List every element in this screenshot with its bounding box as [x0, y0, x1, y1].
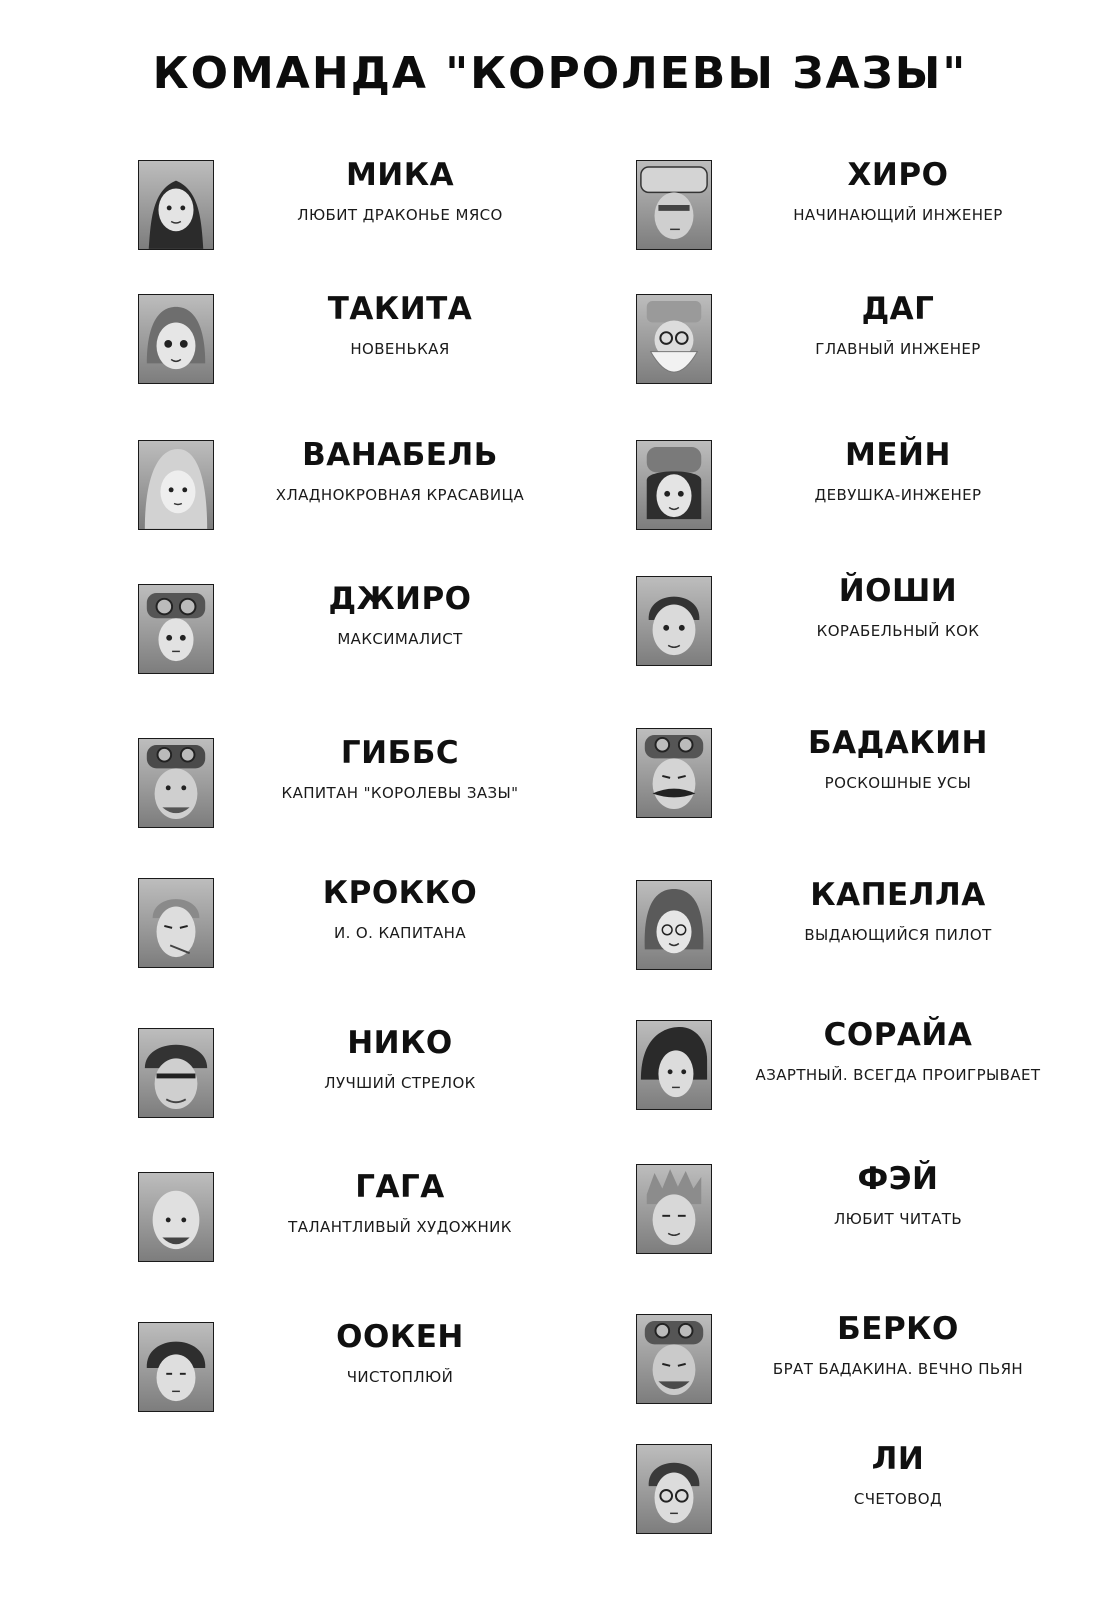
member-card — [30, 734, 550, 834]
member-card — [30, 436, 550, 536]
portrait-image — [138, 160, 214, 250]
portrait-image — [636, 1444, 712, 1534]
member-name: ДАГ — [861, 291, 935, 327]
face-icon — [139, 1323, 213, 1411]
member-card — [528, 572, 1048, 672]
member-name: КАПЕЛЛА — [810, 877, 986, 913]
member-description: НОВЕНЬКАЯ — [350, 340, 450, 358]
member-description: ВЫДАЮЩИЙСЯ ПИЛОТ — [804, 926, 992, 944]
member-card — [528, 1016, 1048, 1116]
member-description: АЗАРТНЫЙ. ВСЕГДА ПРОИГРЫВАЕТ — [755, 1066, 1041, 1084]
face-icon — [139, 879, 213, 967]
face-icon — [637, 1021, 711, 1109]
member-description: КОРАБЕЛЬНЫЙ КОК — [816, 622, 980, 640]
member-description: МАКСИМАЛИСТ — [337, 630, 463, 648]
member-description: ДЕВУШКА-ИНЖЕНЕР — [814, 486, 982, 504]
portrait-image — [138, 878, 214, 968]
member-description: ТАЛАНТЛИВЫЙ ХУДОЖНИК — [288, 1218, 512, 1236]
member-description: ЛЮБИТ ДРАКОНЬЕ МЯСО — [297, 206, 503, 224]
member-name: ГАГА — [355, 1169, 445, 1205]
member-name: БАДАКИН — [808, 725, 988, 761]
portrait-image — [138, 738, 214, 828]
face-icon — [637, 577, 711, 665]
right-column — [528, 0, 1048, 1600]
member-card — [528, 290, 1048, 390]
member-name: ГИББС — [340, 735, 460, 771]
member-name: КРОККО — [322, 875, 478, 911]
face-icon — [139, 585, 213, 673]
page-title: КОМАНДА "КОРОЛЕВЫ ЗАЗЫ" — [152, 48, 968, 99]
face-icon — [637, 441, 711, 529]
member-description: РОСКОШНЫЕ УСЫ — [824, 774, 972, 792]
member-card — [30, 1024, 550, 1124]
member-card — [30, 874, 550, 974]
member-description: ГЛАВНЫЙ ИНЖЕНЕР — [815, 340, 981, 358]
portrait-image — [636, 576, 712, 666]
member-description: ХЛАДНОКРОВНАЯ КРАСАВИЦА — [275, 486, 525, 504]
member-description: НАЧИНАЮЩИЙ ИНЖЕНЕР — [793, 206, 1003, 224]
member-name: ВАНАБЕЛЬ — [302, 437, 498, 473]
portrait-image — [636, 1314, 712, 1404]
member-card — [528, 1440, 1048, 1540]
member-card — [30, 156, 550, 256]
member-description: И. О. КАПИТАНА — [333, 924, 467, 942]
portrait-image — [636, 160, 712, 250]
member-name: МИКА — [345, 157, 455, 193]
member-card — [30, 580, 550, 680]
portrait-image — [138, 1322, 214, 1412]
member-name: ФЭЙ — [857, 1161, 939, 1197]
member-name: ЙОШИ — [838, 573, 958, 609]
left-column — [30, 0, 550, 1600]
face-icon — [637, 161, 711, 249]
portrait-image — [636, 1020, 712, 1110]
face-icon — [637, 1165, 711, 1253]
member-description: КАПИТАН "КОРОЛЕВЫ ЗАЗЫ" — [281, 784, 519, 802]
face-icon — [637, 881, 711, 969]
member-name: ООКЕН — [336, 1319, 464, 1355]
face-icon — [139, 1029, 213, 1117]
portrait-image — [636, 880, 712, 970]
face-icon — [139, 1173, 213, 1261]
portrait-image — [636, 294, 712, 384]
member-description: СЧЕТОВОД — [853, 1490, 943, 1508]
member-card — [30, 290, 550, 390]
member-description: БРАТ БАДАКИНА. ВЕЧНО ПЬЯН — [772, 1360, 1024, 1378]
member-name: БЕРКО — [837, 1311, 959, 1347]
member-card — [528, 436, 1048, 536]
member-card — [30, 1318, 550, 1418]
member-description: ЛУЧШИЙ СТРЕЛОК — [324, 1074, 476, 1092]
face-icon — [139, 295, 213, 383]
member-card — [528, 1310, 1048, 1410]
member-card — [528, 724, 1048, 824]
member-name: НИКО — [347, 1025, 453, 1061]
portrait-image — [138, 584, 214, 674]
member-name: ХИРО — [847, 157, 949, 193]
member-name: ДЖИРО — [328, 581, 472, 617]
member-name: ТАКИТА — [327, 291, 473, 327]
portrait-image — [636, 728, 712, 818]
member-name: МЕЙН — [845, 437, 951, 473]
portrait-image — [636, 1164, 712, 1254]
face-icon — [139, 161, 213, 249]
face-icon — [139, 441, 213, 529]
member-description: ЛЮБИТ ЧИТАТЬ — [833, 1210, 963, 1228]
face-icon — [637, 1445, 711, 1533]
face-icon — [139, 739, 213, 827]
member-card — [528, 876, 1048, 976]
member-name: СОРАЙА — [823, 1017, 973, 1053]
face-icon — [637, 729, 711, 817]
face-icon — [637, 1315, 711, 1403]
face-icon — [637, 295, 711, 383]
portrait-image — [138, 1172, 214, 1262]
member-card — [528, 156, 1048, 256]
member-card — [30, 1168, 550, 1268]
member-card — [528, 1160, 1048, 1260]
portrait-image — [138, 1028, 214, 1118]
portrait-image — [138, 294, 214, 384]
member-name: ЛИ — [871, 1441, 925, 1477]
portrait-image — [138, 440, 214, 530]
member-description: ЧИСТОПЛЮЙ — [346, 1368, 454, 1386]
portrait-image — [636, 440, 712, 530]
